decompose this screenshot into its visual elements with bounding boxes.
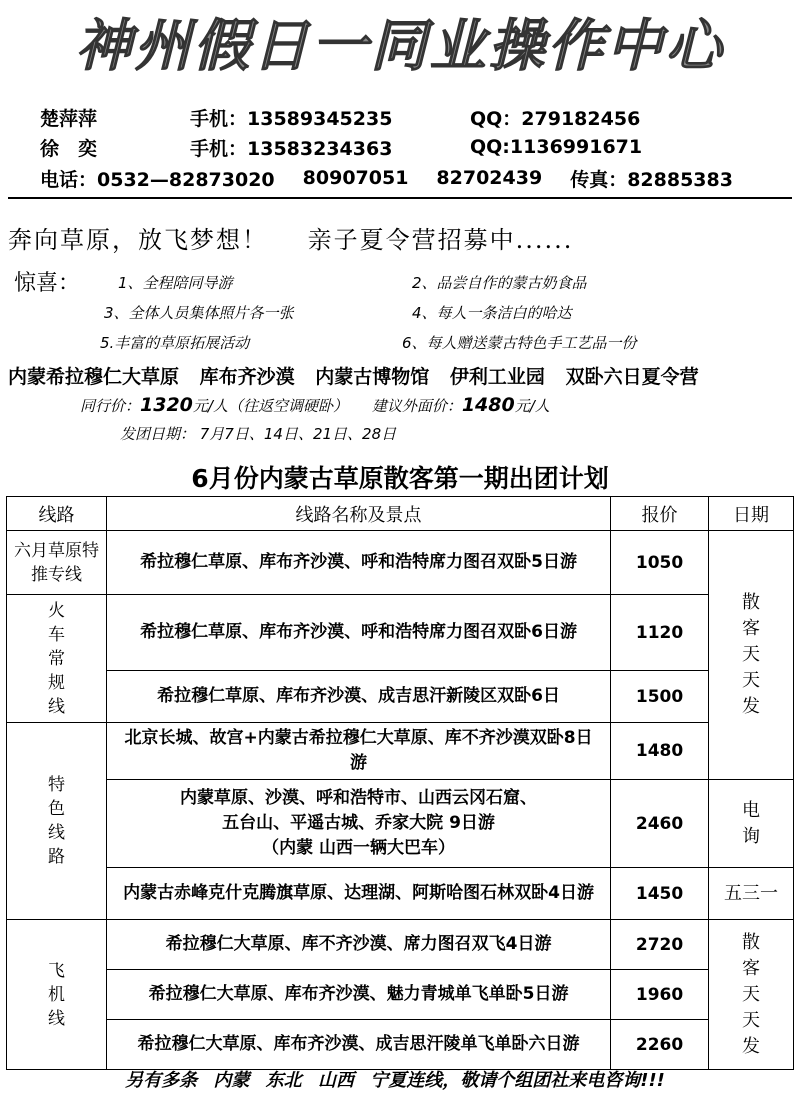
- plan-title: 6月份内蒙古草原散客第一期出团计划: [191, 464, 609, 493]
- header-route: 线路: [7, 497, 107, 531]
- contact-name: 徐 奕: [40, 137, 98, 160]
- route-price: 2720: [611, 920, 709, 970]
- table-row: [7, 595, 794, 671]
- telephone-row: [40, 162, 780, 194]
- route-banner: [8, 362, 798, 389]
- perk-item: 3、全体人员集体照片各一张: [104, 304, 294, 322]
- slogan-main: 奔向草原，放飞梦想！: [8, 226, 268, 254]
- route-spot: 内蒙希拉穆仁大草原: [8, 366, 180, 388]
- fax: 传真：82885383: [570, 168, 733, 191]
- footer-text: 山西: [317, 1070, 354, 1091]
- peer-price-unit: 元/人（往返空调硬卧）: [192, 397, 348, 415]
- table-row: [7, 1020, 794, 1070]
- route-date: 电询: [709, 780, 794, 868]
- table-row: [7, 868, 794, 920]
- departure-dates: 发团日期： 7月7日、14日、21日、28日: [120, 425, 397, 443]
- route-date: 散客天天发: [709, 920, 794, 1070]
- route-price: 1500: [611, 671, 709, 723]
- header-route-name: 线路名称及景点: [106, 497, 610, 531]
- route-spot: 伊利工业园: [449, 366, 545, 388]
- contacts-block: [40, 102, 780, 194]
- contact-row: [40, 102, 780, 132]
- table-row: [7, 920, 794, 970]
- route-name: 希拉穆仁大草原、库布齐沙漠、成吉思汗陵单飞单卧六日游: [106, 1020, 610, 1070]
- footer-text: 宁夏连线，敬请个组团社来电咨询!!!: [370, 1070, 665, 1091]
- header-date: 日期: [709, 497, 794, 531]
- header-price: 报价: [611, 497, 709, 531]
- surprise-label: 惊喜：: [14, 271, 81, 296]
- route-name-line: （内蒙 山西一辆大巴车）: [262, 838, 455, 858]
- table-row: [7, 671, 794, 723]
- route-name: 希拉穆仁草原、库布齐沙漠、呼和浩特席力图召双卧6日游: [106, 595, 610, 671]
- route-price: 1960: [611, 970, 709, 1020]
- route-price: 1450: [611, 868, 709, 920]
- route-name-line: 内蒙草原、沙漠、呼和浩特市、山西云冈石窟、: [180, 788, 538, 808]
- perk-item: 2、品尝自作的蒙古奶食品: [412, 274, 587, 292]
- footer-note: [0, 1066, 800, 1092]
- route-category: 特色线路: [7, 723, 107, 920]
- perk-item: 6、每人赠送蒙古特色手工艺品一份: [402, 334, 637, 352]
- route-name: 希拉穆仁大草原、库不齐沙漠、席力图召双飞4日游: [106, 920, 610, 970]
- route-spot: 内蒙古博物馆: [315, 366, 430, 388]
- route-category: 六月草原特推专线: [7, 531, 107, 595]
- route-name: 希拉穆仁草原、库布齐沙漠、呼和浩特席力图召双卧5日游: [106, 531, 610, 595]
- telephone-1: 电话：0532—82873020: [40, 168, 275, 191]
- route-spot: 库布齐沙漠: [199, 366, 295, 388]
- page-title: 神州假日一同业操作中心: [75, 13, 725, 79]
- contact-name: 楚萍萍: [40, 107, 98, 130]
- route-name: 希拉穆仁大草原、库布齐沙漠、魅力青城单飞单卧5日游: [106, 970, 610, 1020]
- route-name: [106, 780, 610, 868]
- slogan: [8, 220, 573, 255]
- route-date: 五三一: [709, 868, 794, 920]
- contact-mobile: 手机：13583234363: [190, 137, 393, 160]
- route-price: 2460: [611, 780, 709, 868]
- peer-price-label: 同行价：: [80, 397, 141, 415]
- route-name-line: 五台山、平遥古城、乔家大院 9日游: [222, 813, 495, 833]
- route-price: 2260: [611, 1020, 709, 1070]
- route-name: 北京长城、故宫+内蒙古希拉穆仁大草原、库不齐沙漠双卧8日游: [106, 723, 610, 780]
- table-header-row: [7, 497, 794, 531]
- route-name: 希拉穆仁草原、库布齐沙漠、成吉思汗新陵区双卧6日: [106, 671, 610, 723]
- contact-mobile: 手机：13589345235: [190, 107, 393, 130]
- route-name: 内蒙古赤峰克什克腾旗草原、达理湖、阿斯哈图石林双卧4日游: [106, 868, 610, 920]
- route-date: 散客天天发: [709, 531, 794, 780]
- perk-item: 4、每人一条洁白的哈达: [412, 304, 572, 322]
- perk-item: 1、全程陪同导游: [118, 274, 233, 292]
- table-row: [7, 723, 794, 780]
- table-row: [7, 780, 794, 868]
- peer-price-value: 1320: [140, 394, 193, 416]
- route-category: 飞机线: [7, 920, 107, 1070]
- tour-plan-table: [6, 496, 794, 1070]
- perk-item: 5.丰富的草原拓展活动: [100, 334, 250, 352]
- contact-row: [40, 132, 780, 162]
- footer-text: 另有多条: [125, 1070, 198, 1091]
- suggest-price-label: 建议外面价：: [371, 397, 462, 415]
- contact-qq: QQ:1136991671: [470, 136, 643, 158]
- divider: [8, 197, 792, 199]
- suggest-price-unit: 元/人: [514, 397, 550, 415]
- route-category: 火车常规线: [7, 595, 107, 723]
- footer-text: 内蒙: [213, 1070, 250, 1091]
- table-row: [7, 531, 794, 595]
- route-spot: 双卧六日夏令营: [565, 366, 699, 388]
- route-price: 1120: [611, 595, 709, 671]
- contact-qq: QQ：279182456: [470, 107, 641, 130]
- slogan-camp: 亲子夏令营招募中......: [307, 226, 574, 254]
- price-line: [80, 394, 550, 416]
- telephone-3: 82702439: [436, 167, 543, 189]
- route-price: 1050: [611, 531, 709, 595]
- footer-text: 东北: [265, 1070, 302, 1091]
- telephone-2: 80907051: [302, 167, 409, 189]
- route-price: 1480: [611, 723, 709, 780]
- suggest-price-value: 1480: [461, 394, 515, 416]
- table-row: [7, 970, 794, 1020]
